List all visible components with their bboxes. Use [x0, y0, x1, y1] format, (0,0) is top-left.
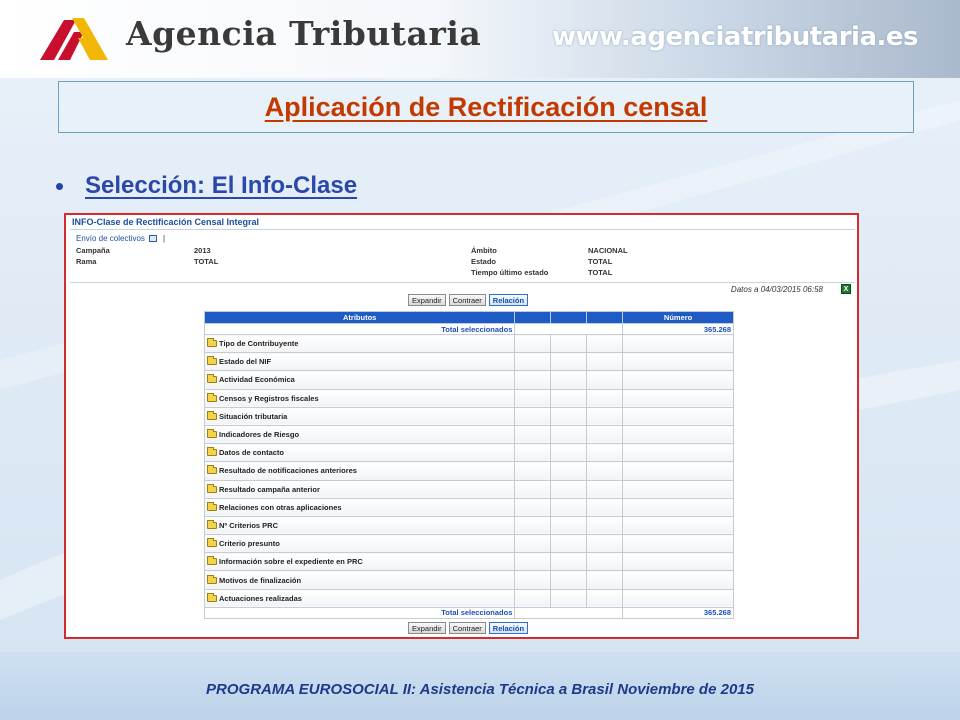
- row-cell: [551, 516, 587, 534]
- envio-colectivos: [76, 234, 165, 243]
- table-row[interactable]: [205, 371, 734, 389]
- row-cell: [623, 462, 734, 480]
- bullet-heading[interactable]: Selección: El Info-Clase: [85, 172, 358, 199]
- page-title: Aplicación de Rectificación censal: [264, 91, 708, 122]
- row-cell: [551, 389, 587, 407]
- row-cell: [551, 480, 587, 498]
- rama-value: TOTAL: [194, 257, 219, 266]
- total-row-top: [205, 324, 734, 335]
- attribute-cell[interactable]: [205, 571, 515, 589]
- folder-icon[interactable]: [207, 395, 217, 402]
- table-row[interactable]: [205, 353, 734, 371]
- folder-icon[interactable]: [207, 358, 217, 365]
- attribute-cell[interactable]: [205, 425, 515, 443]
- table-header-row: [205, 312, 734, 324]
- attribute-label: Censos y Registros fiscales: [219, 393, 319, 403]
- row-cell: [551, 407, 587, 425]
- row-cell: [587, 516, 623, 534]
- attribute-cell[interactable]: [205, 371, 515, 389]
- attribute-cell[interactable]: [205, 462, 515, 480]
- attribute-label: Datos de contacto: [219, 448, 285, 458]
- screen-title: INFO-Clase de Rectificación Censal Integral: [72, 217, 260, 227]
- attribute-label: Estado del NIF: [219, 357, 272, 367]
- table-row[interactable]: [205, 535, 734, 553]
- attribute-cell[interactable]: [205, 498, 515, 516]
- folder-icon[interactable]: [207, 413, 217, 420]
- row-cell: [551, 498, 587, 516]
- row-cell: [623, 589, 734, 607]
- row-cell: [623, 335, 734, 353]
- footer-text: PROGRAMA EUROSOCIAL II: Asistencia Técnica a Brasil Noviembre de 2015: [206, 681, 754, 698]
- brand-url[interactable]: www.agenciatributaria.es: [552, 22, 918, 52]
- table-row[interactable]: [205, 553, 734, 571]
- folder-icon[interactable]: [207, 540, 217, 547]
- row-cell: [551, 462, 587, 480]
- attribute-label: Nº Criterios PRC: [219, 520, 279, 530]
- row-cell: [515, 353, 551, 371]
- row-cell: [623, 498, 734, 516]
- row-cell: [515, 462, 551, 480]
- col-empty-2: [551, 312, 587, 324]
- row-cell: [623, 516, 734, 534]
- tiempo-value: TOTAL: [588, 268, 613, 277]
- total-row-bottom: [205, 607, 734, 618]
- attribute-label: Criterio presunto: [219, 539, 280, 549]
- row-cell: [587, 371, 623, 389]
- row-cell: [587, 480, 623, 498]
- attribute-cell[interactable]: [205, 407, 515, 425]
- row-cell: [551, 444, 587, 462]
- attribute-label: Información sobre el expediente en PRC: [219, 557, 363, 567]
- attribute-label: Motivos de finalización: [219, 575, 302, 585]
- folder-icon[interactable]: [207, 431, 217, 438]
- folder-icon[interactable]: [207, 522, 217, 529]
- envio-colectivos-link[interactable]: Envío de colectivos: [76, 234, 145, 243]
- row-cell: [587, 498, 623, 516]
- relacion-button-bottom[interactable]: Relación: [489, 622, 528, 634]
- agencia-tributaria-logo: [34, 8, 114, 66]
- folder-icon[interactable]: [207, 467, 217, 474]
- row-cell: [587, 444, 623, 462]
- row-cell: [587, 353, 623, 371]
- row-cell: [623, 571, 734, 589]
- row-cell: [515, 335, 551, 353]
- row-cell: [587, 407, 623, 425]
- table-row[interactable]: [205, 444, 734, 462]
- row-cell: [623, 444, 734, 462]
- expandir-button[interactable]: Expandir: [408, 294, 446, 306]
- attribute-cell[interactable]: [205, 516, 515, 534]
- folder-icon[interactable]: [207, 504, 217, 511]
- row-cell: [587, 535, 623, 553]
- row-cell: [515, 389, 551, 407]
- row-cell: [623, 535, 734, 553]
- attribute-label: Resultado de notificaciones anteriores: [219, 466, 357, 476]
- meta-divider: [70, 282, 855, 283]
- attribute-label: Situación tributaria: [219, 411, 288, 421]
- row-cell: [515, 371, 551, 389]
- attribute-cell[interactable]: [205, 589, 515, 607]
- total-spacer: [515, 324, 623, 335]
- table-row[interactable]: [205, 425, 734, 443]
- expandir-button-bottom[interactable]: Expandir: [408, 622, 446, 634]
- col-empty-1: [515, 312, 551, 324]
- row-cell: [623, 553, 734, 571]
- title-box: [58, 81, 914, 133]
- contraer-button-bottom[interactable]: Contraer: [449, 622, 486, 634]
- ambito-label: Ámbito: [471, 246, 497, 255]
- row-cell: [515, 589, 551, 607]
- row-cell: [623, 407, 734, 425]
- ambito-value: NACIONAL: [588, 246, 628, 255]
- table-row[interactable]: [205, 407, 734, 425]
- attribute-cell[interactable]: [205, 335, 515, 353]
- folder-icon[interactable]: [207, 486, 217, 493]
- bottom-button-row: [408, 622, 528, 634]
- attribute-label: Tipo de Contribuyente: [219, 339, 299, 349]
- attribute-label: Actividad Económica: [219, 375, 295, 385]
- row-cell: [515, 553, 551, 571]
- title-divider: [70, 229, 855, 230]
- attribute-cell[interactable]: [205, 444, 515, 462]
- folder-icon[interactable]: [207, 449, 217, 456]
- row-cell: [587, 462, 623, 480]
- attribute-label: Indicadores de Riesgo: [219, 430, 300, 440]
- row-cell: [515, 444, 551, 462]
- table-row[interactable]: [205, 589, 734, 607]
- row-cell: [551, 353, 587, 371]
- folder-icon[interactable]: [207, 558, 217, 565]
- row-cell: [623, 353, 734, 371]
- col-empty-3: [587, 312, 623, 324]
- top-button-row: [408, 294, 528, 306]
- table-row[interactable]: [205, 516, 734, 534]
- row-cell: [515, 425, 551, 443]
- brand-name: Agencia Tributaria: [126, 14, 482, 53]
- attribute-cell[interactable]: [205, 353, 515, 371]
- tiempo-label: Tiempo último estado: [471, 268, 549, 277]
- table-row[interactable]: [205, 389, 734, 407]
- attribute-cell[interactable]: [205, 480, 515, 498]
- bullet-dot-icon: [56, 183, 63, 190]
- bullet-line: [56, 172, 357, 200]
- row-cell: [515, 516, 551, 534]
- total-value-bottom: 365.268: [623, 607, 734, 618]
- total-label-bottom: Total seleccionados: [205, 607, 515, 618]
- table-row[interactable]: [205, 462, 734, 480]
- row-cell: [551, 553, 587, 571]
- contraer-button[interactable]: Contraer: [449, 294, 486, 306]
- row-cell: [623, 371, 734, 389]
- meta-info: [76, 246, 836, 282]
- row-cell: [623, 480, 734, 498]
- attribute-cell[interactable]: [205, 553, 515, 571]
- row-cell: [551, 535, 587, 553]
- folder-icon[interactable]: [207, 577, 217, 584]
- total-label: Total seleccionados: [205, 324, 515, 335]
- row-cell: [587, 425, 623, 443]
- table-row[interactable]: [205, 571, 734, 589]
- folder-icon[interactable]: [207, 340, 217, 347]
- rama-label: Rama: [76, 257, 97, 266]
- row-cell: [587, 571, 623, 589]
- col-numero[interactable]: Número: [623, 312, 734, 324]
- row-cell: [551, 589, 587, 607]
- row-cell: [587, 335, 623, 353]
- row-cell: [515, 535, 551, 553]
- attribute-label: Relaciones con otras aplicaciones: [219, 502, 342, 512]
- total-spacer-bottom: [515, 607, 623, 618]
- attribute-cell[interactable]: [205, 389, 515, 407]
- table-row[interactable]: [205, 498, 734, 516]
- row-cell: [551, 571, 587, 589]
- folder-icon[interactable]: [207, 595, 217, 602]
- row-cell: [551, 371, 587, 389]
- row-cell: [587, 553, 623, 571]
- total-value: 365.268: [623, 324, 734, 335]
- estado-label: Estado: [471, 257, 497, 266]
- folder-icon[interactable]: [207, 376, 217, 383]
- campana-value: 2013: [194, 246, 211, 255]
- table-row[interactable]: [205, 480, 734, 498]
- attributes-table: [204, 311, 734, 619]
- datos-timestamp: Datos a 04/03/2015 06:58: [730, 285, 823, 294]
- col-atributos[interactable]: Atributos: [205, 312, 515, 324]
- row-cell: [551, 425, 587, 443]
- table-row[interactable]: [205, 335, 734, 353]
- row-cell: [587, 389, 623, 407]
- attribute-label: Resultado campaña anterior: [219, 484, 320, 494]
- info-clase-screenshot: [64, 213, 859, 639]
- row-cell: [515, 480, 551, 498]
- excel-export-icon[interactable]: X: [841, 284, 851, 294]
- envelope-icon[interactable]: [149, 235, 157, 242]
- row-cell: [515, 498, 551, 516]
- attribute-cell[interactable]: [205, 535, 515, 553]
- row-cell: [515, 571, 551, 589]
- row-cell: [623, 425, 734, 443]
- attribute-label: Actuaciones realizadas: [219, 593, 302, 603]
- row-cell: [623, 389, 734, 407]
- campana-label: Campaña: [76, 246, 110, 255]
- row-cell: [587, 589, 623, 607]
- envio-separator: |: [162, 234, 166, 243]
- relacion-button[interactable]: Relación: [489, 294, 528, 306]
- row-cell: [515, 407, 551, 425]
- estado-value: TOTAL: [588, 257, 613, 266]
- row-cell: [551, 335, 587, 353]
